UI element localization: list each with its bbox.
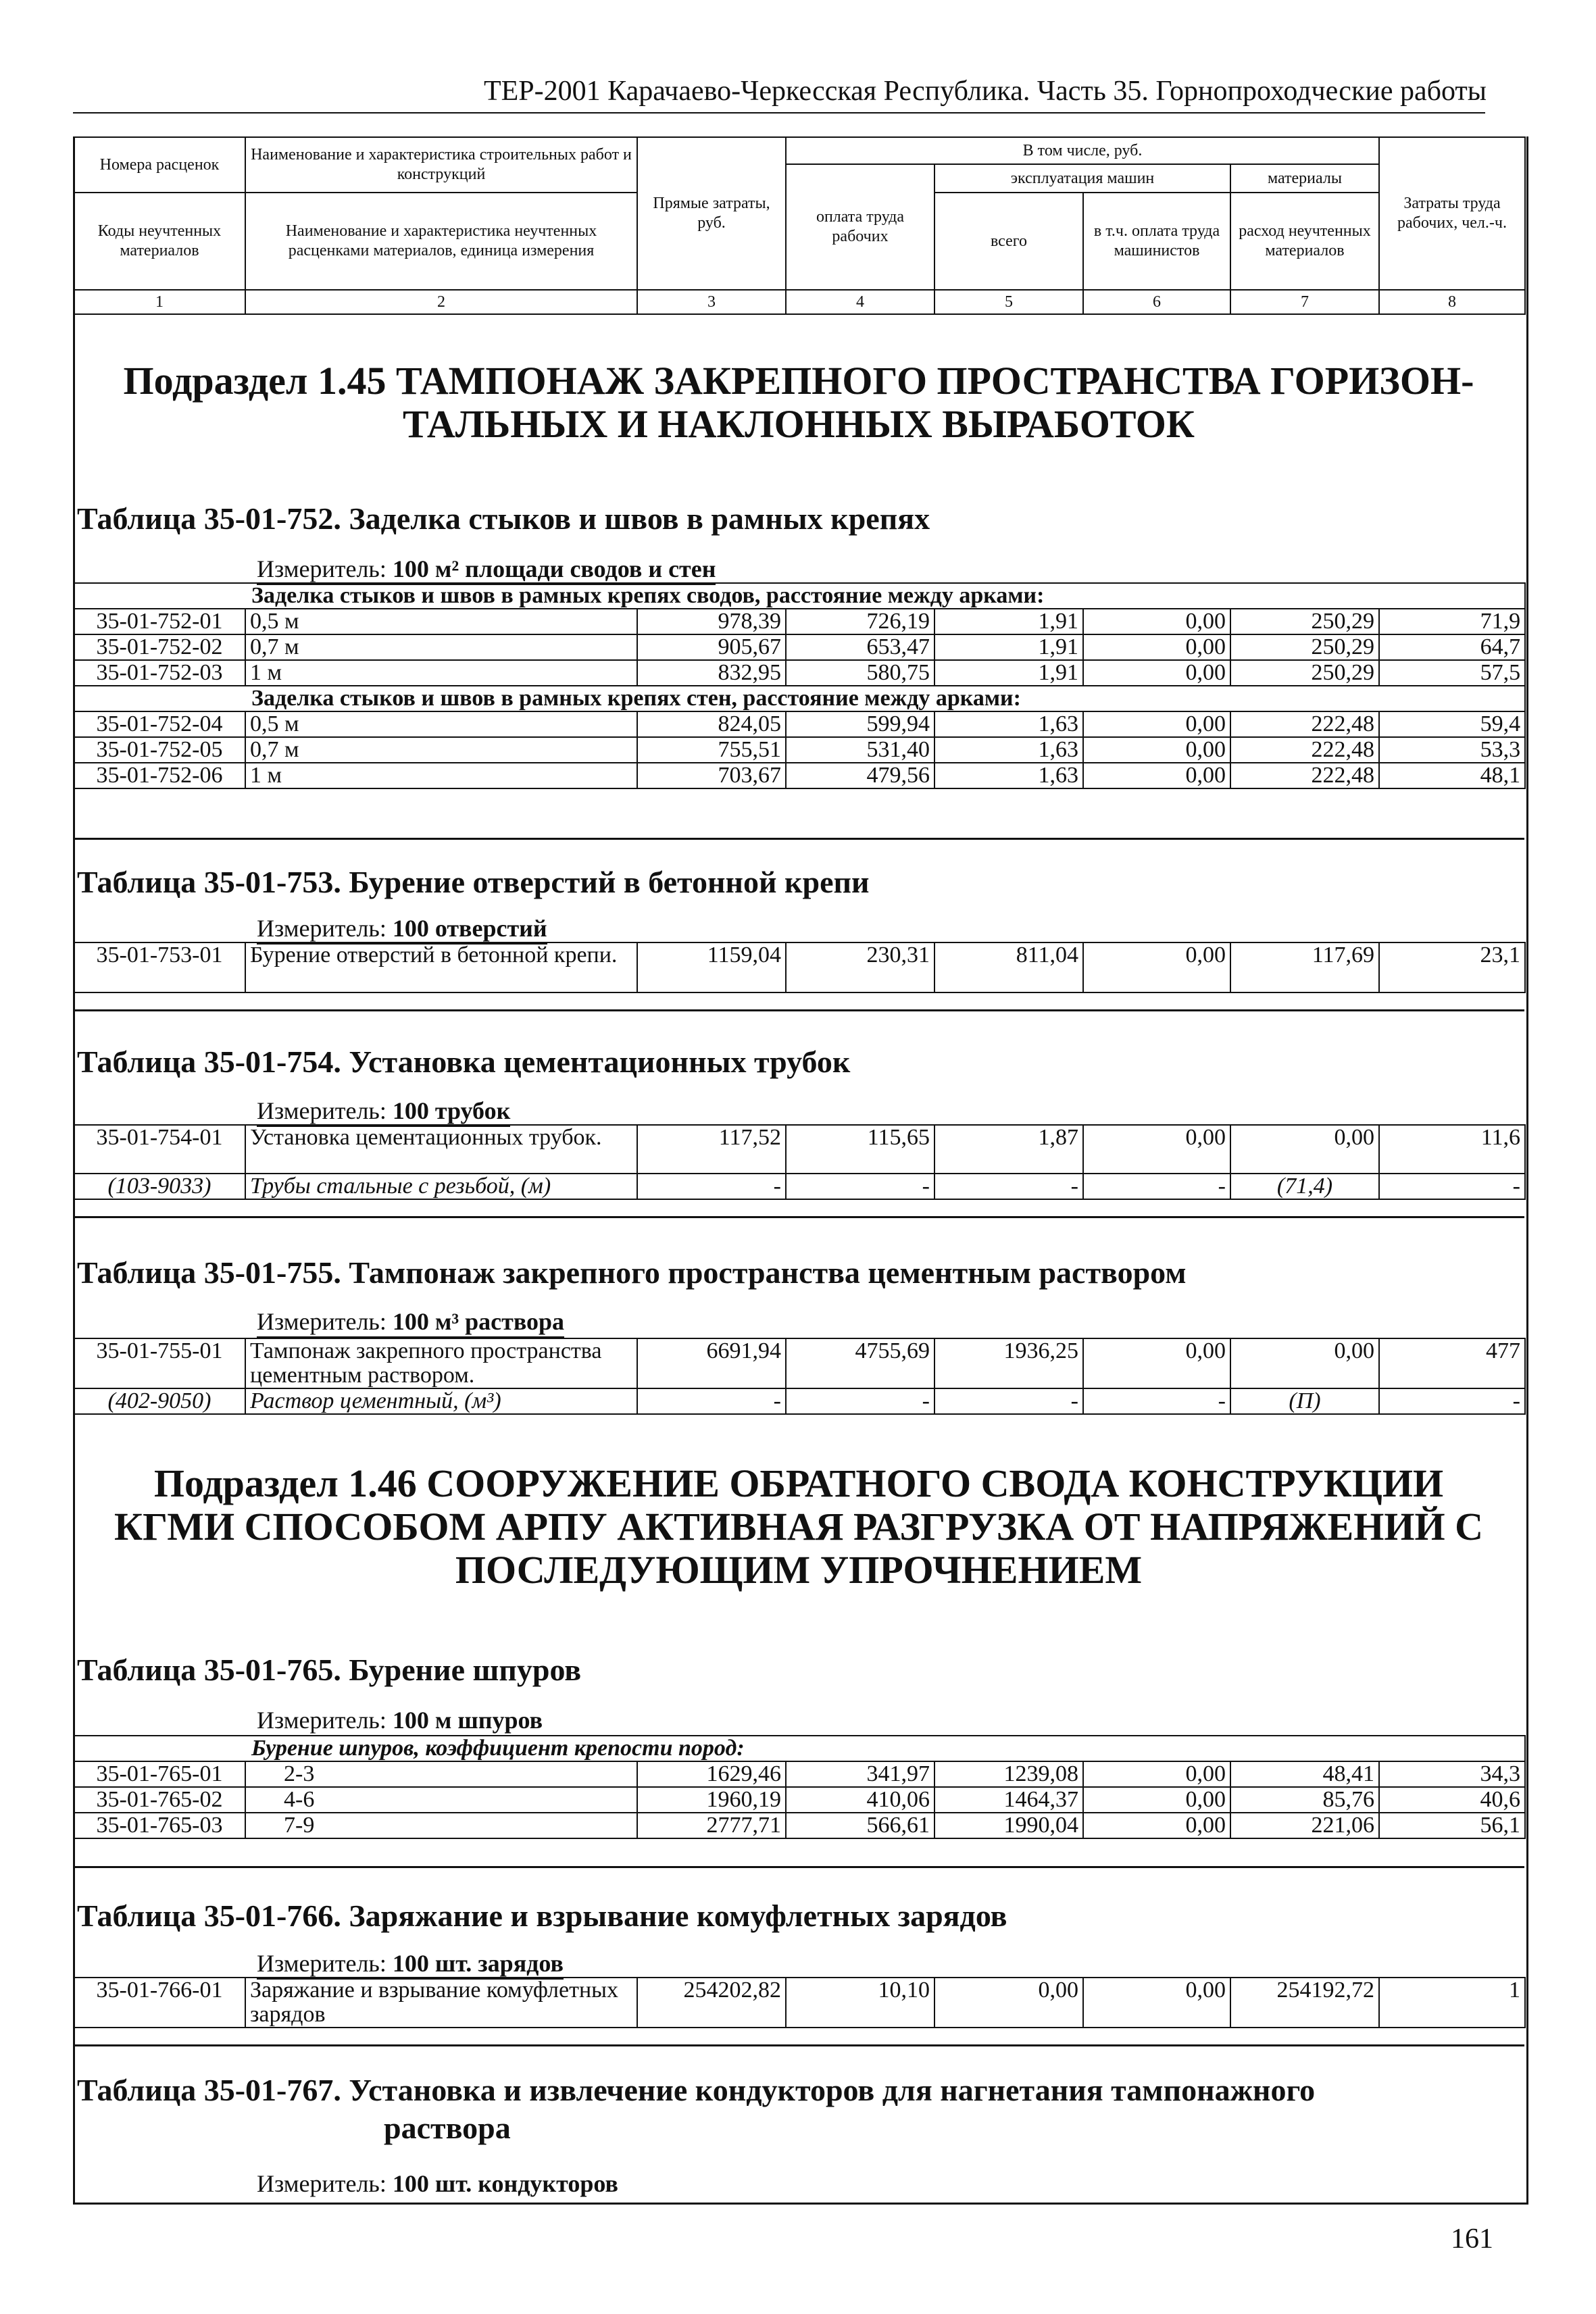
direct-costs: 1629,46: [637, 1761, 786, 1787]
worker-pay: 410,06: [786, 1787, 934, 1813]
labor-hours: 40,6: [1379, 1787, 1525, 1813]
table-767-measure: [257, 2169, 618, 2198]
table-row: [74, 1761, 1525, 1787]
subsection-title-line: ТАЛЬНЫХ И НАКЛОННЫХ ВЫРАБОТОК: [403, 402, 1195, 446]
machines-total: 1990,04: [934, 1813, 1083, 1838]
measure-unit: 100 м³ раствора: [392, 1308, 565, 1335]
materials-cost: 250,29: [1230, 660, 1379, 686]
table-row: [74, 609, 1525, 634]
labor-hours: 71,9: [1379, 609, 1525, 634]
section-rule: [73, 2044, 1524, 2046]
subsection-title-line: Подраздел 1.45 ТАМПОНАЖ ЗАКРЕПНОГО ПРОСТРАНСТВА ГОРИЗОН-: [123, 359, 1474, 403]
material-amount: (П): [1230, 1388, 1379, 1414]
machinist-pay: 0,00: [1083, 1813, 1230, 1838]
material-amount: (71,4): [1230, 1174, 1379, 1199]
worker-pay: 230,31: [786, 942, 934, 992]
rate-description: Бурение отверстий в бетонной крепи.: [245, 942, 637, 992]
table-753-title: Таблица 35-01-753. Бурение отверстий в бетонной крепи: [77, 865, 870, 899]
head-labor-costs: Затраты труда рабочих, чел.-ч.: [1379, 137, 1525, 290]
col-number: 3: [637, 290, 786, 314]
materials-cost: 250,29: [1230, 609, 1379, 634]
rate-code: 35-01-765-02: [74, 1787, 245, 1813]
rate-code: 35-01-754-01: [74, 1125, 245, 1174]
machinist-pay: 0,00: [1083, 711, 1230, 737]
rate-code: 35-01-752-02: [74, 634, 245, 660]
table-766: [73, 1977, 1526, 2028]
direct-costs: -: [637, 1174, 786, 1199]
table-755-measure: [257, 1307, 564, 1336]
table-766-title: Таблица 35-01-766. Заряжание и взрывание комуфлетных зарядов: [77, 1898, 1007, 1933]
labor-hours: 34,3: [1379, 1761, 1525, 1787]
head-material-consumption: расход неучтенных материалов: [1230, 193, 1379, 290]
head-machines-total: всего: [934, 193, 1083, 290]
measure-prefix: Измеритель:: [257, 1308, 393, 1335]
table-752-measure: [257, 554, 716, 584]
head-machinist-pay: в т.ч. оплата труда машинистов: [1083, 193, 1230, 290]
table-755-title: Таблица 35-01-755. Тампонаж закрепного пространства цементным раствором: [77, 1255, 1187, 1290]
table-753-measure: [257, 913, 547, 943]
measure-prefix: Измеритель:: [257, 1707, 393, 1734]
subsection-1-46-title: [74, 1462, 1523, 1592]
head-materials: материалы: [1230, 164, 1379, 193]
worker-pay: 580,75: [786, 660, 934, 686]
head-work-name: Наименование и характеристика строительных работ и конструкций: [245, 137, 637, 193]
table-title-line: раствора: [384, 2111, 511, 2145]
table-row: [74, 634, 1525, 660]
labor-hours: 477: [1379, 1338, 1525, 1388]
table-755: [73, 1338, 1526, 1415]
materials-cost: 221,06: [1230, 1813, 1379, 1838]
table-765-title: Таблица 35-01-765. Бурение шпуров: [77, 1653, 582, 1687]
head-worker-pay: оплата труда рабочих: [786, 164, 934, 290]
rate-code: 35-01-752-06: [74, 763, 245, 788]
labor-hours: 53,3: [1379, 737, 1525, 763]
measure-unit: 100 отверстий: [392, 915, 547, 942]
measure-prefix: Измеритель:: [257, 1950, 393, 1977]
table-752-title: Таблица 35-01-752. Заделка стыков и швов в рамных крепях: [77, 501, 930, 536]
rate-description: 0,5 м: [245, 711, 637, 737]
group-heading: Заделка стыков и швов в рамных крепях сводов, расстояние между арками:: [74, 583, 1525, 609]
materials-cost: 222,48: [1230, 711, 1379, 737]
labor-hours: -: [1379, 1388, 1525, 1414]
header-rule: [73, 112, 1485, 114]
head-unaccounted-codes: Коды неучтенных материалов: [74, 193, 245, 290]
worker-pay: 653,47: [786, 634, 934, 660]
rate-code: 35-01-765-01: [74, 1761, 245, 1787]
worker-pay: 4755,69: [786, 1338, 934, 1388]
materials-cost: 0,00: [1230, 1125, 1379, 1174]
resource-row: [74, 1174, 1525, 1199]
rate-description: 0,7 м: [245, 634, 637, 660]
worker-pay: 479,56: [786, 763, 934, 788]
rate-code: 35-01-752-05: [74, 737, 245, 763]
table-766-measure: [257, 1948, 564, 1978]
machinist-pay: 0,00: [1083, 1125, 1230, 1174]
table-row: [74, 942, 1525, 992]
material-name: Трубы стальные с резьбой, (м): [245, 1174, 637, 1199]
direct-costs: 978,39: [637, 609, 786, 634]
direct-costs: 2777,71: [637, 1813, 786, 1838]
measure-prefix: Измеритель:: [257, 555, 393, 582]
labor-hours: 48,1: [1379, 763, 1525, 788]
running-header: ТЕР-2001 Карачаево-Черкесская Республика. Часть 35. Горнопроходческие работы: [483, 76, 1487, 107]
table-row: [74, 711, 1525, 737]
worker-pay: -: [786, 1174, 934, 1199]
rate-code: 35-01-752-03: [74, 660, 245, 686]
worker-pay: 726,19: [786, 609, 934, 634]
machines-total: 811,04: [934, 942, 1083, 992]
material-name: Раствор цементный, (м³): [245, 1388, 637, 1414]
machinist-pay: 0,00: [1083, 942, 1230, 992]
rate-description: 4-6: [245, 1787, 637, 1813]
worker-pay: 599,94: [786, 711, 934, 737]
head-unaccounted-materials: Наименование и характеристика неучтенных расценками материалов, единица измерения: [245, 193, 637, 290]
page-number: 161: [1451, 2223, 1493, 2255]
rate-description: 0,7 м: [245, 737, 637, 763]
machinist-pay: 0,00: [1083, 1761, 1230, 1787]
machines-total: 1,91: [934, 660, 1083, 686]
table-row: [74, 763, 1525, 788]
labor-hours: 56,1: [1379, 1813, 1525, 1838]
direct-costs: 6691,94: [637, 1338, 786, 1388]
machinist-pay: 0,00: [1083, 737, 1230, 763]
machinist-pay: -: [1083, 1174, 1230, 1199]
direct-costs: 824,05: [637, 711, 786, 737]
machinist-pay: 0,00: [1083, 1787, 1230, 1813]
measure-unit: 100 м² площади сводов и стен: [392, 555, 716, 582]
machinist-pay: 0,00: [1083, 634, 1230, 660]
head-including: В том числе, руб.: [786, 137, 1379, 164]
materials-cost: 254192,72: [1230, 1978, 1379, 2028]
machines-total: 1,91: [934, 609, 1083, 634]
measure-unit: 100 шт. зарядов: [392, 1950, 564, 1977]
measure-unit: 100 трубок: [392, 1097, 511, 1124]
machinist-pay: 0,00: [1083, 1978, 1230, 2028]
rate-description: 1 м: [245, 763, 637, 788]
section-rule: [73, 1216, 1524, 1218]
labor-hours: 57,5: [1379, 660, 1525, 686]
rate-code: 35-01-752-04: [74, 711, 245, 737]
material-code: (402-9050): [74, 1388, 245, 1414]
direct-costs: 905,67: [637, 634, 786, 660]
rate-description: 7-9: [245, 1813, 637, 1838]
machinist-pay: -: [1083, 1388, 1230, 1414]
machines-total: -: [934, 1388, 1083, 1414]
machines-total: 1936,25: [934, 1338, 1083, 1388]
section-rule: [73, 1866, 1524, 1868]
labor-hours: -: [1379, 1174, 1525, 1199]
measure-unit: 100 м шпуров: [392, 1707, 543, 1734]
measure-prefix: Измеритель:: [257, 2170, 393, 2197]
group-heading: Заделка стыков и швов в рамных крепях стен, расстояние между арками:: [74, 686, 1525, 711]
col-number: 2: [245, 290, 637, 314]
rate-description: 0,5 м: [245, 609, 637, 634]
column-header-table: [73, 136, 1526, 315]
worker-pay: 566,61: [786, 1813, 934, 1838]
group-heading: Бурение шпуров, коэффициент крепости пород:: [74, 1736, 1525, 1761]
direct-costs: 832,95: [637, 660, 786, 686]
direct-costs: 1960,19: [637, 1787, 786, 1813]
machinist-pay: 0,00: [1083, 609, 1230, 634]
worker-pay: 531,40: [786, 737, 934, 763]
machines-total: -: [934, 1174, 1083, 1199]
rate-description: Установка цементационных трубок.: [245, 1125, 637, 1174]
direct-costs: -: [637, 1388, 786, 1414]
table-753: [73, 942, 1526, 993]
head-machine-operation: эксплуатация машин: [934, 164, 1230, 193]
machines-total: 1,91: [934, 634, 1083, 660]
table-754-measure: [257, 1096, 510, 1126]
rate-code: 35-01-755-01: [74, 1338, 245, 1388]
measure-prefix: Измеритель:: [257, 915, 393, 942]
section-rule: [73, 1009, 1524, 1011]
table-754-title: Таблица 35-01-754. Установка цементационных трубок: [77, 1045, 851, 1079]
worker-pay: 10,10: [786, 1978, 934, 2028]
machines-total: 1464,37: [934, 1787, 1083, 1813]
machines-total: 1239,08: [934, 1761, 1083, 1787]
materials-cost: 85,76: [1230, 1787, 1379, 1813]
rate-description: 1 м: [245, 660, 637, 686]
machinist-pay: 0,00: [1083, 763, 1230, 788]
section-rule: [73, 838, 1524, 840]
labor-hours: 11,6: [1379, 1125, 1525, 1174]
machines-total: 1,63: [934, 763, 1083, 788]
subsection-1-45-title: [74, 359, 1523, 446]
resource-row: [74, 1388, 1525, 1414]
materials-cost: 0,00: [1230, 1338, 1379, 1388]
materials-cost: 250,29: [1230, 634, 1379, 660]
table-752: [73, 582, 1526, 789]
subsection-title-line: Подраздел 1.46 СООРУЖЕНИЕ ОБРАТНОГО СВОДА КОНСТРУКЦИИ: [153, 1461, 1444, 1505]
measure-unit: 100 шт. кондукторов: [392, 2170, 618, 2197]
col-number: 8: [1379, 290, 1525, 314]
table-row: [74, 737, 1525, 763]
labor-hours: 64,7: [1379, 634, 1525, 660]
subsection-title-line: ПОСЛЕДУЮЩИМ УПРОЧНЕНИЕМ: [455, 1548, 1143, 1592]
table-row: [74, 1813, 1525, 1838]
worker-pay: 341,97: [786, 1761, 934, 1787]
rate-code: 35-01-765-03: [74, 1813, 245, 1838]
rate-description: Тампонаж закрепного пространства цементным раствором.: [245, 1338, 637, 1388]
table-row: [74, 660, 1525, 686]
col-number: 1: [74, 290, 245, 314]
machines-total: 1,87: [934, 1125, 1083, 1174]
labor-hours: 1: [1379, 1978, 1525, 2028]
direct-costs: 1159,04: [637, 942, 786, 992]
rate-code: 35-01-753-01: [74, 942, 245, 992]
machines-total: 0,00: [934, 1978, 1083, 2028]
col-number: 4: [786, 290, 934, 314]
machines-total: 1,63: [934, 737, 1083, 763]
material-code: (103-9033): [74, 1174, 245, 1199]
table-765-measure: [257, 1705, 543, 1735]
table-767-title: [77, 2071, 1510, 2147]
machinist-pay: 0,00: [1083, 660, 1230, 686]
materials-cost: 222,48: [1230, 737, 1379, 763]
col-number: 6: [1083, 290, 1230, 314]
machines-total: 1,63: [934, 711, 1083, 737]
table-row: [74, 1787, 1525, 1813]
head-rate-numbers: Номера расценок: [74, 137, 245, 193]
materials-cost: 117,69: [1230, 942, 1379, 992]
subsection-title-line: КГМИ СПОСОБОМ АРПУ АКТИВНАЯ РАЗГРУЗКА ОТ НАПРЯЖЕНИЙ С: [114, 1505, 1483, 1549]
head-direct-costs: Прямые затраты, руб.: [637, 137, 786, 290]
table-754: [73, 1124, 1526, 1200]
measure-prefix: Измеритель:: [257, 1097, 393, 1124]
direct-costs: 755,51: [637, 737, 786, 763]
rate-description: 2-3: [245, 1761, 637, 1787]
labor-hours: 23,1: [1379, 942, 1525, 992]
col-number: 5: [934, 290, 1083, 314]
rate-code: 35-01-766-01: [74, 1978, 245, 2028]
rate-code: 35-01-752-01: [74, 609, 245, 634]
table-row: [74, 1125, 1525, 1174]
col-number: 7: [1230, 290, 1379, 314]
worker-pay: -: [786, 1388, 934, 1414]
direct-costs: 254202,82: [637, 1978, 786, 2028]
table-row: [74, 1338, 1525, 1388]
machinist-pay: 0,00: [1083, 1338, 1230, 1388]
materials-cost: 222,48: [1230, 763, 1379, 788]
worker-pay: 115,65: [786, 1125, 934, 1174]
rate-description: Заряжание и взрывание комуфлетных зарядов: [245, 1978, 637, 2028]
table-title-line: Таблица 35-01-767. Установка и извлечение кондукторов для нагнетания тампонажного: [77, 2073, 1316, 2107]
labor-hours: 59,4: [1379, 711, 1525, 737]
materials-cost: 48,41: [1230, 1761, 1379, 1787]
table-765: [73, 1735, 1526, 1839]
direct-costs: 117,52: [637, 1125, 786, 1174]
direct-costs: 703,67: [637, 763, 786, 788]
table-row: [74, 1978, 1525, 2028]
